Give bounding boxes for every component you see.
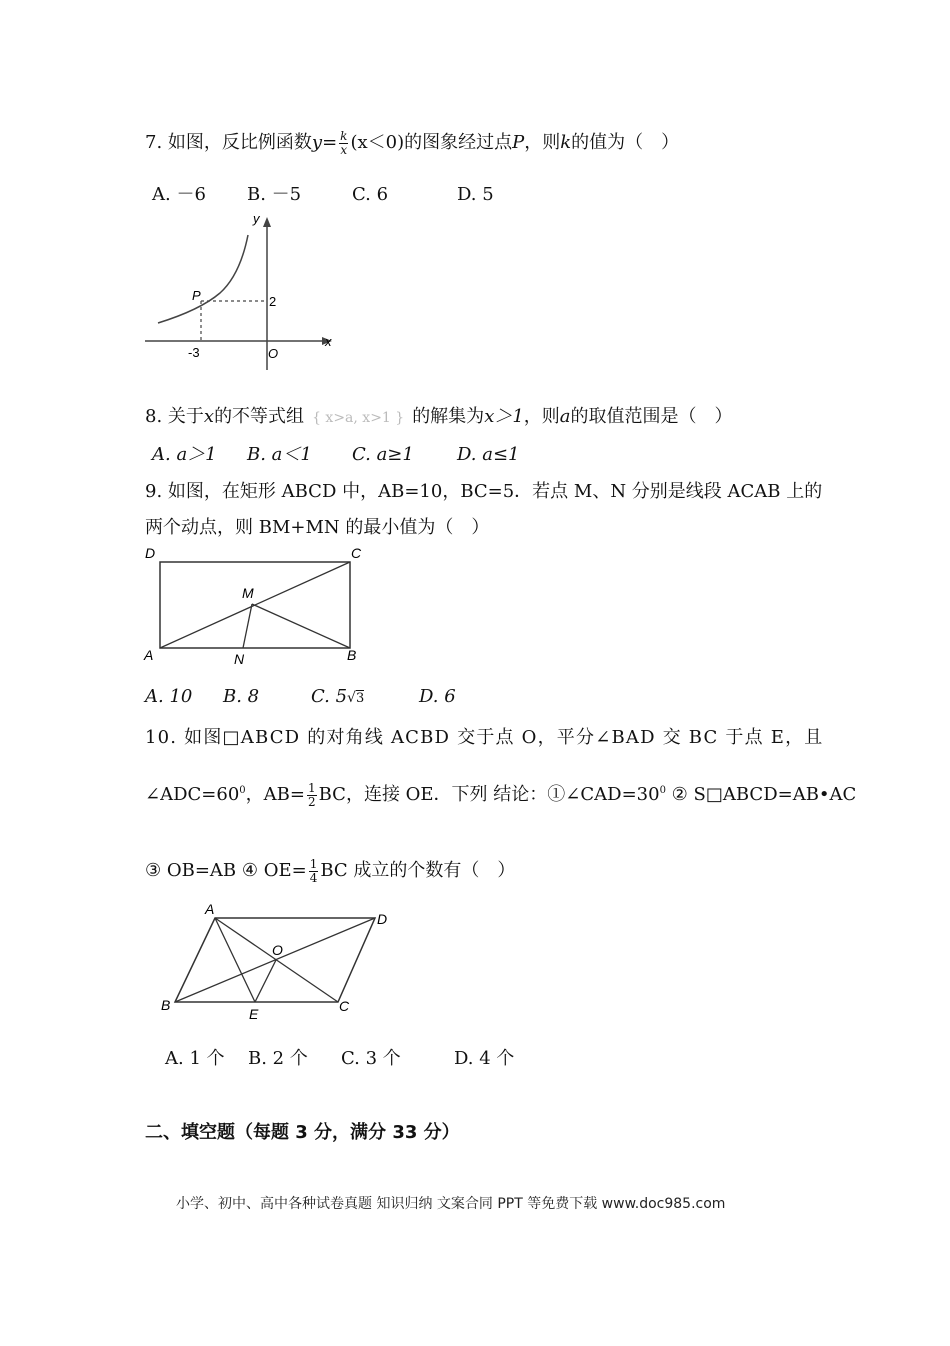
label-b: B [347, 647, 357, 663]
label-d: D [145, 545, 156, 561]
section-heading: 二、填空题（每题 3 分，满分 33 分） [145, 1122, 460, 1143]
q8-option-c[interactable]: C. a≥1 [352, 444, 414, 465]
q7-option-c[interactable]: C. 6 [352, 184, 389, 205]
origin-label: O [268, 346, 279, 361]
segment-bm [252, 604, 350, 648]
q8-option-d[interactable]: D. a≤1 [457, 444, 520, 465]
q7-graph [140, 205, 340, 375]
q10-option-b[interactable]: B. 2 个 [248, 1048, 308, 1069]
q8-stem: 8. 关于x的不等式组 { x>a, x>1 } 的解集为x＞1，则a的取值范围是（ ） [145, 406, 733, 427]
label-n: N [234, 651, 245, 667]
q10-option-d[interactable]: D. 4 个 [454, 1048, 515, 1069]
point-p-label: P [192, 288, 201, 303]
y-tick-label: 2 [269, 294, 277, 309]
segment-mn [243, 604, 252, 648]
half-fraction: $\frac{1}{2}$ [307, 780, 316, 809]
label-c: C [351, 545, 362, 561]
y-axis-arrow [263, 217, 271, 227]
q7-option-a[interactable]: A. －6 [152, 184, 206, 205]
label-c: C [339, 998, 350, 1014]
label-d: D [377, 911, 388, 927]
q8-options [152, 440, 520, 466]
q10-line3: ③ OB=AB ④ OE= $\frac{1}{4}$ BC 成立的个数有（ ） [145, 856, 516, 885]
q9-option-b[interactable]: B. 8 [223, 686, 260, 707]
inequality-system: { x>a, x>1 } [312, 410, 405, 426]
label-b: B [161, 997, 171, 1013]
quarter-fraction: $\frac{1}{4}$ [309, 856, 318, 885]
label-o: O [272, 942, 283, 958]
hyperbola-curve [158, 235, 248, 323]
q8-option-b[interactable]: B. a＜1 [247, 444, 312, 465]
sqrt-symbol: √ [347, 690, 356, 706]
label-e: E [249, 1006, 259, 1022]
y-axis-label: y [253, 211, 260, 226]
q9-option-c[interactable]: C. 5√3 [311, 686, 365, 707]
q7-fraction: $\frac{k}{x}$ [340, 128, 348, 157]
q9-option-a[interactable]: A. 10 [145, 686, 193, 707]
q7-option-d[interactable]: D. 5 [457, 184, 494, 205]
x-axis-label: x [325, 334, 332, 349]
q10-parallelogram-figure [155, 898, 405, 1028]
label-m: M [242, 585, 254, 601]
q9-rectangle-figure [140, 540, 370, 670]
q10-option-a[interactable]: A. 1 个 [165, 1048, 225, 1069]
x-tick-label: -3 [188, 345, 200, 360]
label-a: A [144, 647, 154, 663]
q10-line2: $\angle ADC=60^0$，AB= $\frac{1}{2}$ BC，连接 OE．下列 结论：$①\angle CAD=30^0$ ② S□ABCD=AB•AC [145, 780, 857, 809]
q10-option-c[interactable]: C. 3 个 [341, 1048, 401, 1069]
q7-option-b[interactable]: B. －5 [247, 184, 302, 205]
q8-option-a[interactable]: A. a＞1 [152, 444, 217, 465]
q7-options [152, 180, 494, 206]
label-a: A [205, 901, 215, 917]
q7-stem: 7. 如图，反比例函数y= $\frac{k}{x}$ (x＜0)的图象经过点P，则k的值为（ ） [145, 128, 680, 157]
q10-line1: 10. 如图□ABCD 的对角线 ACBD 交于点 O，平分∠BAD 交 BC 于点 E，且 [145, 727, 824, 748]
q9-option-d[interactable]: D. 6 [419, 686, 456, 707]
q9-options [145, 686, 456, 707]
segment-oe [255, 960, 276, 1002]
q10-options [165, 1044, 514, 1070]
q9-line2: 两个动点，则 BM+MN 的最小值为（ ） [145, 517, 490, 538]
page-footer: 小学、初中、高中各种试卷真题 知识归纳 文案合同 PPT 等免费下载 www.doc985.com [176, 1196, 726, 1212]
diagonal-bd [175, 918, 375, 1002]
q9-line1: 9. 如图，在矩形 ABCD 中，AB=10，BC=5．若点 M、N 分别是线段 ACAB 上的 [145, 481, 823, 502]
segment-ae [215, 918, 255, 1002]
